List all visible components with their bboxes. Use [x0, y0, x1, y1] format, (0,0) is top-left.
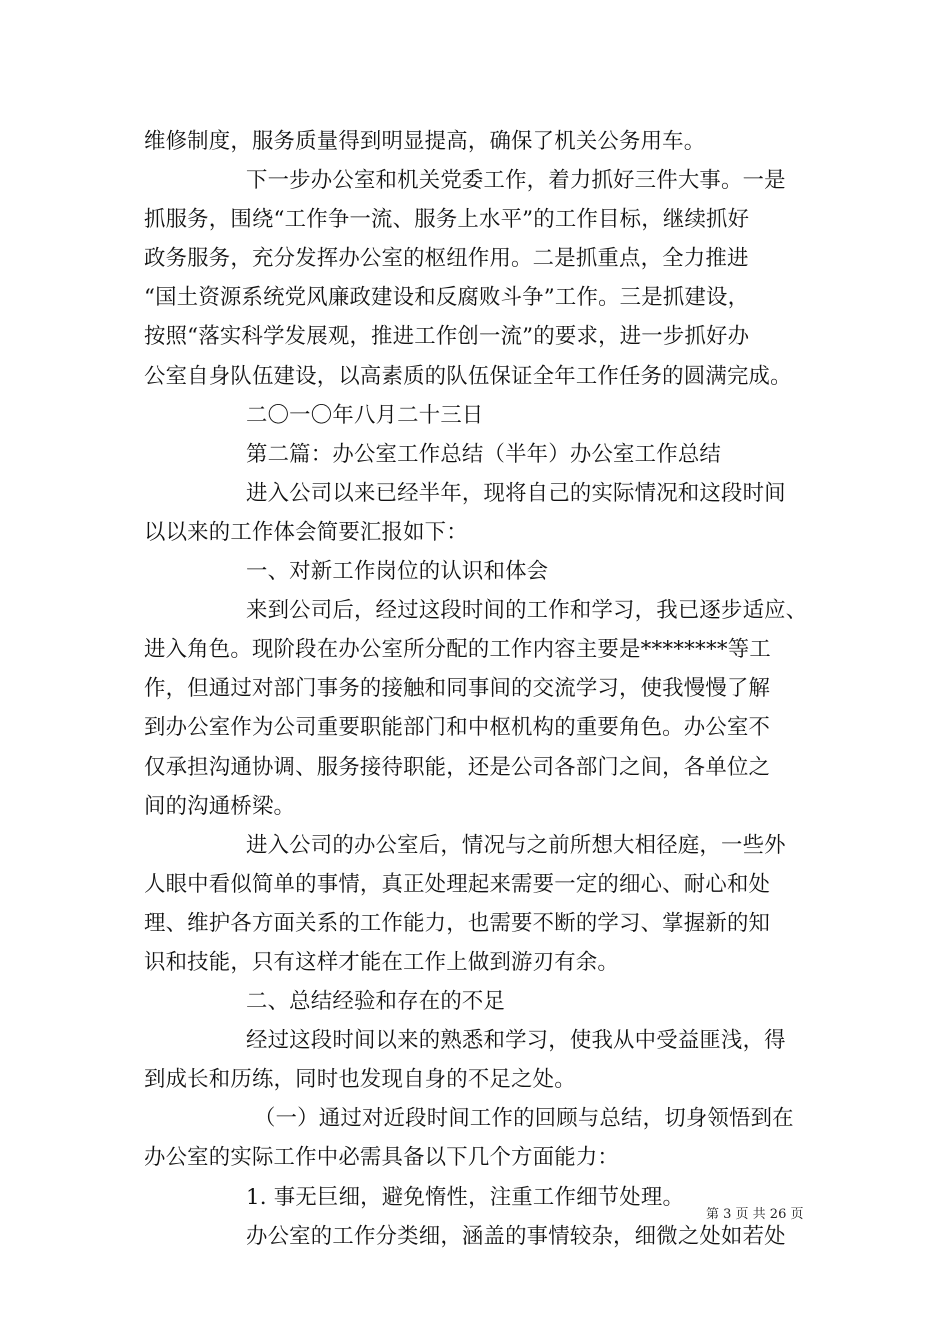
text-line: 维修制度，服务质量得到明显提高，确保了机关公务用车。 — [144, 129, 706, 154]
text-line: 二〇一〇年八月二十三日 — [246, 402, 484, 428]
text-line: “国土资源系统党风廉政建设和反腐败斗争”工作。三是抓建设， — [144, 285, 750, 311]
text-line: 人眼中看似简单的事情，真正处理起来需要一定的细心、耐心和处 — [144, 871, 771, 897]
text-line: 第二篇：办公室工作总结（半年）办公室工作总结 — [246, 441, 721, 467]
text-line: 进入公司以来已经半年，现将自己的实际情况和这段时间 — [246, 480, 786, 506]
text-line: 进入公司的办公室后，情况与之前所想大相径庭，一些外 — [246, 832, 786, 858]
text-line: 政务服务，充分发挥办公室的枢纽作用。二是抓重点，全力推进 — [144, 246, 749, 272]
text-line: 办公室的实际工作中必需具备以下几个方面能力： — [144, 1145, 619, 1171]
text-line: 到办公室作为公司重要职能部门和中枢机构的重要角色。办公室不 — [144, 715, 771, 741]
text-line: 作，但通过对部门事务的接触和同事间的交流学习，使我慢慢了解 — [144, 676, 771, 702]
text-line: 下一步办公室和机关党委工作，着力抓好三件大事。一是 — [246, 168, 786, 194]
text-line: 以以来的工作体会简要汇报如下： — [144, 519, 468, 545]
text-line: 仅承担沟通协调、服务接待职能，还是公司各部门之间，各单位之 — [144, 754, 771, 780]
text-line: 二、总结经验和存在的不足 — [246, 989, 506, 1015]
page-number-footer: 第 3 页 共 26 页 — [706, 1207, 804, 1222]
text-line: 进入角色。现阶段在办公室所分配的工作内容主要是********等工 — [144, 637, 771, 663]
text-line: 按照“落实科学发展观，推进工作创一流”的要求，进一步抓好办 — [144, 324, 750, 350]
text-line: 间的沟通桥梁。 — [144, 793, 296, 819]
text-line: 来到公司后，经过这段时间的工作和学习，我已逐步适应、 — [246, 598, 808, 624]
text-line: 公室自身队伍建设，以高素质的队伍保证全年工作任务的圆满完成。 — [144, 363, 792, 389]
text-line: 1. 事无巨细，避免惰性，注重工作细节处理。 — [246, 1184, 685, 1210]
text-line: 抓服务，围绕“工作争一流、服务上水平”的工作目标，继续抓好 — [144, 207, 750, 233]
text-line: 办公室的工作分类细，涵盖的事情较杂，细微之处如若处 — [246, 1223, 786, 1249]
text-line: 识和技能，只有这样才能在工作上做到游刃有余。 — [144, 949, 619, 975]
text-line: 经过这段时间以来的熟悉和学习，使我从中受益匪浅，得 — [246, 1028, 786, 1054]
text-line: （一）通过对近段时间工作的回顾与总结，切身领悟到在 — [254, 1106, 794, 1132]
text-line: 理、维护各方面关系的工作能力，也需要不断的学习、掌握新的知 — [144, 910, 771, 936]
text-line: 到成长和历练，同时也发现自身的不足之处。 — [144, 1067, 576, 1093]
document-body — [144, 122, 806, 1256]
text-line: 一、对新工作岗位的认识和体会 — [246, 559, 549, 585]
